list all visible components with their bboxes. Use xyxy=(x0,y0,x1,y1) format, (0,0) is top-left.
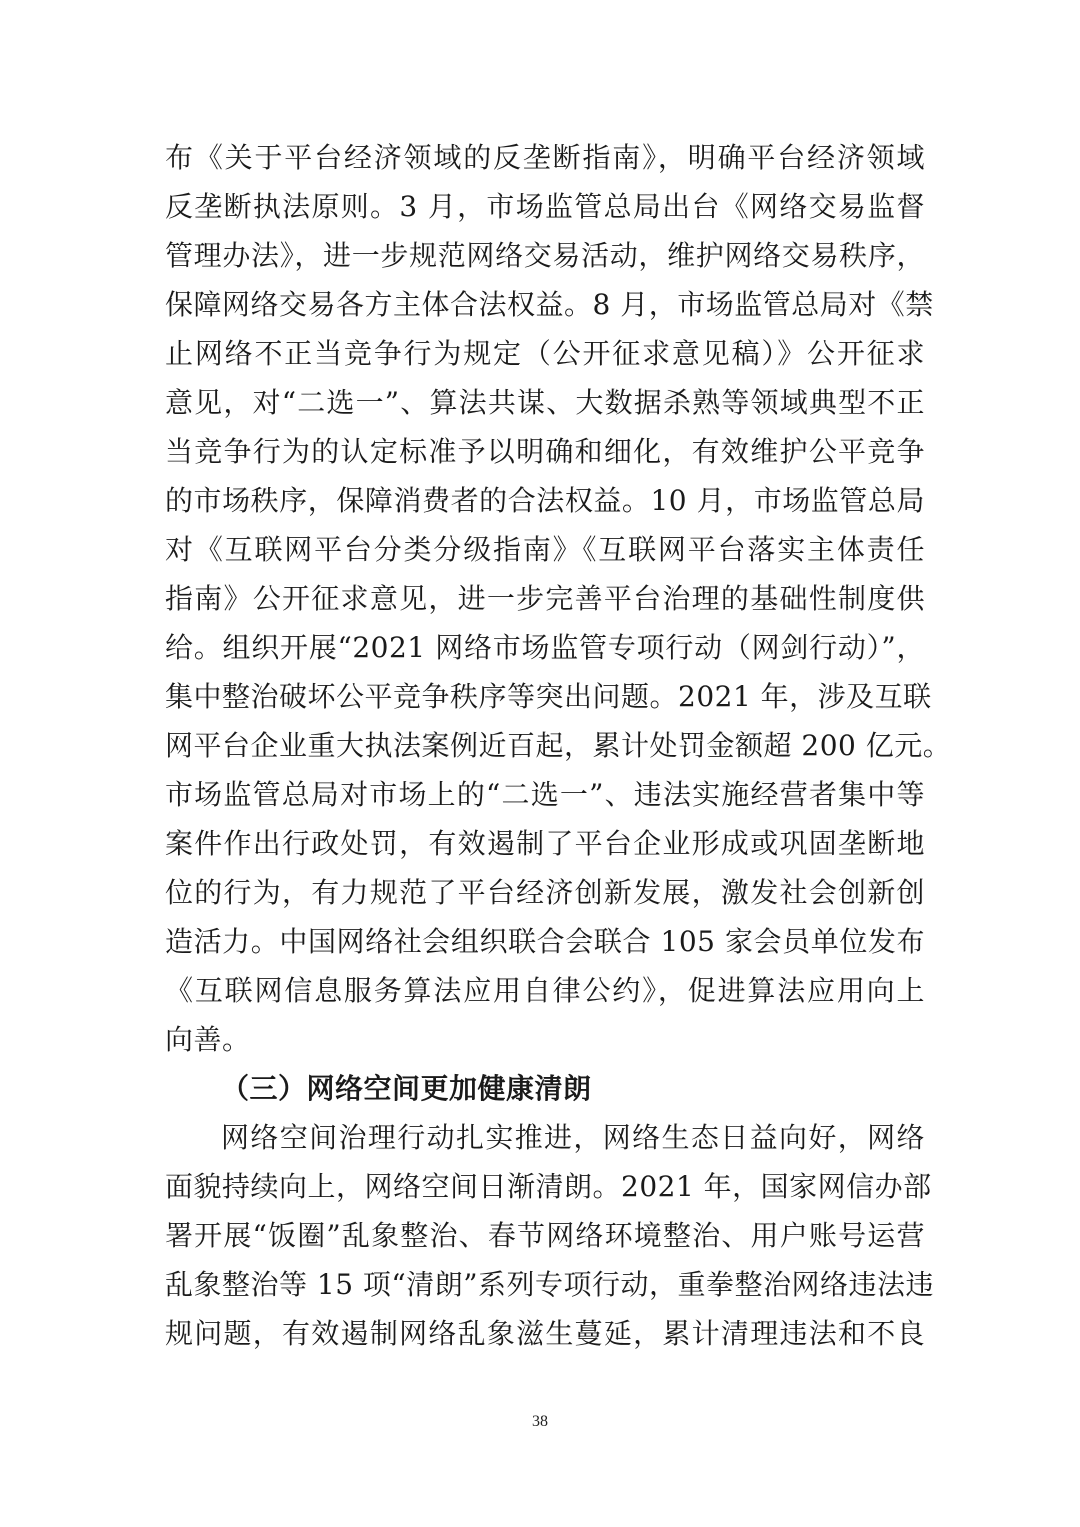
text-line: 意见，对“二选一”、算法共谋、大数据杀熟等领域典型不正 xyxy=(165,386,925,419)
text-line: 集中整治破坏公平竞争秩序等突出问题。2021 年，涉及互联 xyxy=(165,680,932,713)
text-line: 向善。 xyxy=(165,1023,251,1056)
text-line: 案件作出行政处罚，有效遏制了平台企业形成或巩固垄断地 xyxy=(165,827,925,860)
text-line: 规问题，有效遏制网络乱象滋生蔓延，累计清理违法和不良 xyxy=(165,1317,925,1350)
text-line: 管理办法》，进一步规范网络交易活动，维护网络交易秩序， xyxy=(165,239,925,272)
text-line: 指南》公开征求意见，进一步完善平台治理的基础性制度供 xyxy=(165,582,925,615)
text-line: 给。组织开展“2021 网络市场监管专项行动（网剑行动）”， xyxy=(165,631,925,664)
text-line: 乱象整治等 15 项“清朗”系列专项行动，重拳整治网络违法违 xyxy=(165,1268,935,1301)
text-line: 位的行为，有力规范了平台经济创新发展，激发社会创新创 xyxy=(165,876,925,909)
paragraph-2 xyxy=(165,1113,935,1358)
text-line: 反垄断执法原则。3 月，市场监管总局出台《网络交易监督 xyxy=(165,190,925,223)
text-line: 署开展“饭圈”乱象整治、春节网络环境整治、用户账号运营 xyxy=(165,1219,925,1252)
page-number: 38 xyxy=(532,1413,548,1430)
paragraph-1 xyxy=(165,133,952,1064)
text-line: 面貌持续向上，网络空间日渐清朗。2021 年，国家网信办部 xyxy=(165,1170,932,1203)
text-line: 《互联网信息服务算法应用自律公约》，促进算法应用向上 xyxy=(165,974,925,1007)
section-heading: （三）网络空间更加健康清朗 xyxy=(221,1072,592,1105)
text-line: 造活力。中国网络社会组织联合会联合 105 家会员单位发布 xyxy=(165,925,925,958)
text-line: 网平台企业重大执法案例近百起，累计处罚金额超 200 亿元。 xyxy=(165,729,952,762)
text-line: 止网络不正当竞争行为规定（公开征求意见稿）》公开征求 xyxy=(165,337,925,370)
text-line: 布《关于平台经济领域的反垄断指南》，明确平台经济领域 xyxy=(165,141,925,174)
text-line: 对《互联网平台分类分级指南》《互联网平台落实主体责任 xyxy=(165,533,925,566)
text-line: 网络空间治理行动扎实推进，网络生态日益向好，网络 xyxy=(221,1121,925,1154)
text-line: 的市场秩序，保障消费者的合法权益。10 月，市场监管总局 xyxy=(165,484,925,517)
text-line: 市场监管总局对市场上的“二选一”、违法实施经营者集中等 xyxy=(165,778,925,811)
text-line: 当竞争行为的认定标准予以明确和细化，有效维护公平竞争 xyxy=(165,435,925,468)
body-text xyxy=(165,133,952,1358)
text-line: 保障网络交易各方主体合法权益。8 月，市场监管总局对《禁 xyxy=(165,288,934,321)
